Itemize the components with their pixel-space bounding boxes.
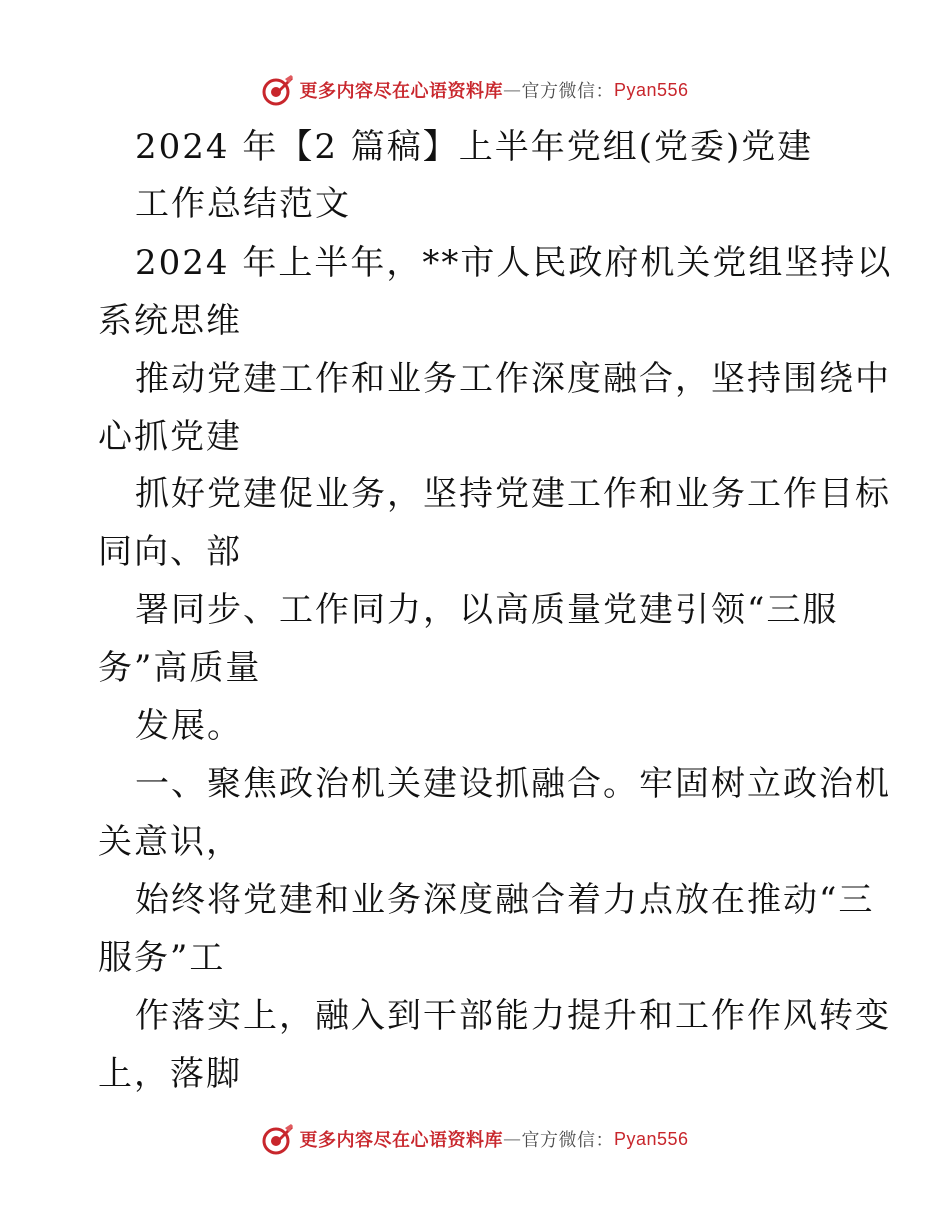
title-line-2: 工作总结范文 bbox=[135, 184, 351, 224]
body-line: 署同步、工作同力，以高质量党建引领“三服 bbox=[135, 590, 839, 630]
body-line: 上，落脚 bbox=[98, 1054, 242, 1094]
body-line: 发展。 bbox=[135, 706, 243, 746]
body-line: 推动党建工作和业务工作深度融合，坚持围绕中 bbox=[135, 359, 891, 399]
banner-main-text: 更多内容尽在心语资料库 bbox=[299, 1130, 503, 1151]
body-line: 关意识， bbox=[98, 822, 242, 862]
body-line: 心抓党建 bbox=[98, 417, 242, 457]
title-line-1: 2024 年【2 篇稿】上半年党组(党委)党建 bbox=[135, 127, 814, 167]
body-line: 作落实上，融入到干部能力提升和工作作风转变 bbox=[135, 996, 891, 1036]
banner-wechat-id: Pyan556 bbox=[613, 1128, 689, 1149]
body-line: 务”高质量 bbox=[98, 648, 262, 688]
body-line: 服务”工 bbox=[98, 938, 226, 978]
body-line: 2024 年上半年，**市人民政府机关党组坚持以 bbox=[135, 243, 893, 283]
banner-dash: — bbox=[502, 1128, 522, 1150]
section-heading-line: 一、聚焦政治机关建设抓融合。牢固树立政治机 bbox=[135, 764, 891, 804]
banner-main-text: 更多内容尽在心语资料库 bbox=[299, 81, 503, 102]
banner-wechat-id: Pyan556 bbox=[613, 79, 689, 100]
footer-watermark-banner bbox=[0, 1121, 950, 1157]
body-line: 抓好党建促业务，坚持党建工作和业务工作目标 bbox=[135, 474, 891, 514]
banner-wechat-label: 官方微信： bbox=[521, 1130, 614, 1151]
quill-logo-icon bbox=[261, 73, 295, 107]
banner-dash: — bbox=[502, 79, 522, 101]
banner-wechat-label: 官方微信： bbox=[521, 81, 614, 102]
quill-logo-icon bbox=[261, 1122, 295, 1156]
body-line: 始终将党建和业务深度融合着力点放在推动“三 bbox=[135, 880, 875, 920]
body-line: 系统思维 bbox=[98, 301, 242, 341]
header-watermark-banner bbox=[0, 72, 950, 108]
body-line: 同向、部 bbox=[98, 532, 242, 572]
